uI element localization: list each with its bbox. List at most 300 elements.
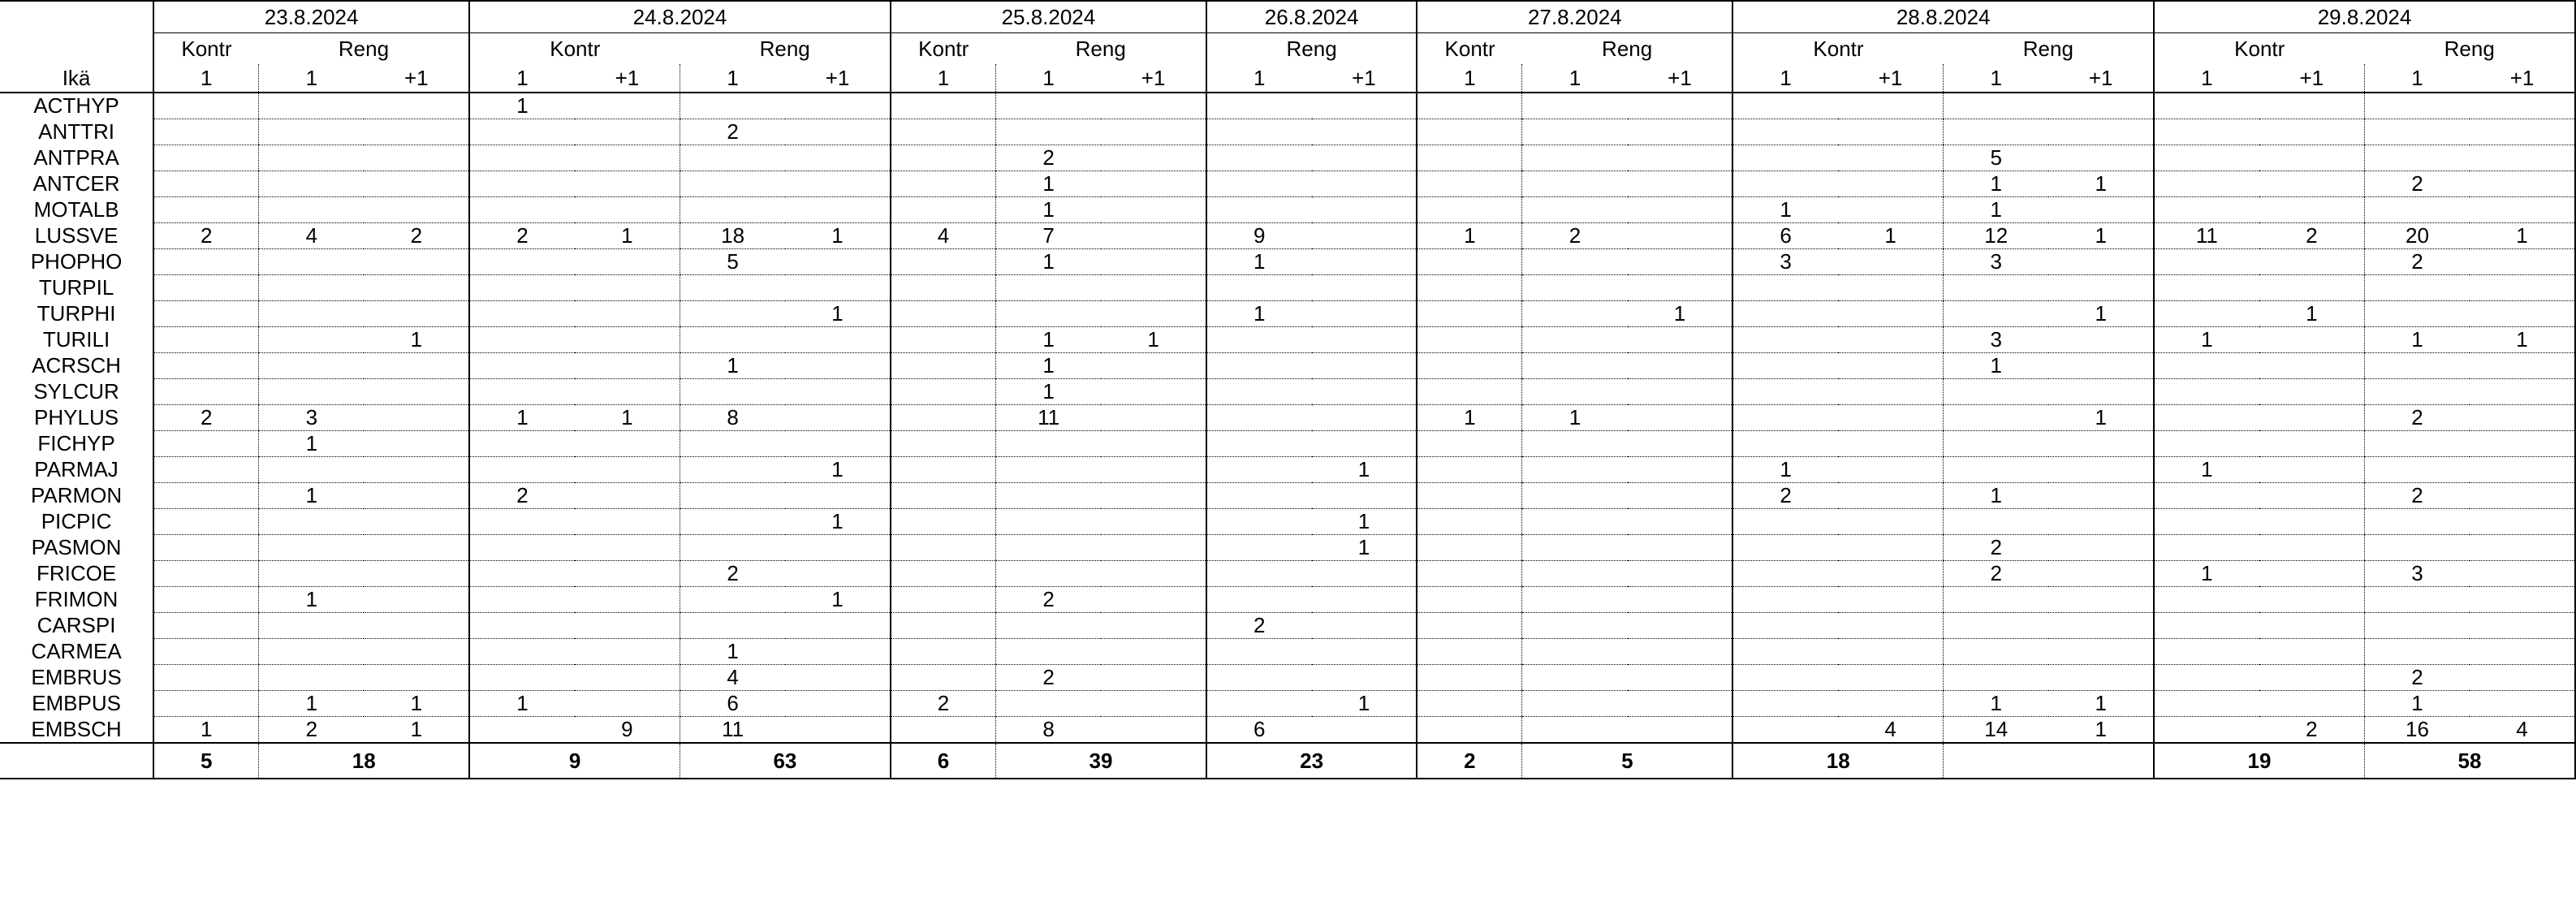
data-cell xyxy=(2259,639,2365,665)
data-cell: 1 xyxy=(469,405,575,431)
data-cell xyxy=(1838,171,1944,197)
age-header: 1 xyxy=(1417,64,1522,93)
data-cell xyxy=(1838,509,1944,535)
data-cell: 1 xyxy=(1101,327,1206,353)
data-cell xyxy=(785,197,891,223)
data-cell xyxy=(680,431,785,457)
data-cell xyxy=(2154,93,2259,119)
data-cell xyxy=(2259,197,2365,223)
species-label: ANTPRA xyxy=(33,145,119,170)
data-cell xyxy=(2259,431,2365,457)
data-cell: 6 xyxy=(1206,717,1312,744)
data-cell xyxy=(469,145,575,171)
data-cell xyxy=(891,509,996,535)
data-cell xyxy=(575,665,680,691)
species-label: TURPHI xyxy=(37,301,116,326)
data-cell: 1 xyxy=(2154,327,2259,353)
data-cell xyxy=(469,457,575,483)
data-cell xyxy=(2154,509,2259,535)
data-cell xyxy=(996,535,1102,561)
species-label: CARMEA xyxy=(31,639,122,663)
data-cell xyxy=(575,587,680,613)
data-cell xyxy=(1732,379,1838,405)
data-cell xyxy=(364,535,469,561)
data-cell: 1 xyxy=(1312,535,1417,561)
data-cell xyxy=(1101,379,1206,405)
data-cell xyxy=(364,171,469,197)
data-cell xyxy=(1101,431,1206,457)
data-cell xyxy=(1628,93,1733,119)
data-cell xyxy=(153,249,259,275)
total-cell: 58 xyxy=(2364,743,2575,779)
date-header: 28.8.2024 xyxy=(1732,1,2154,33)
data-cell xyxy=(1944,457,2049,483)
data-cell xyxy=(259,639,365,665)
data-cell xyxy=(2470,275,2575,301)
table-row xyxy=(0,561,2575,587)
data-cell: 1 xyxy=(680,353,785,379)
data-cell xyxy=(2364,639,2470,665)
species-label: PICPIC xyxy=(41,509,112,533)
data-cell xyxy=(153,119,259,145)
total-cell: 18 xyxy=(1732,743,1943,779)
data-cell xyxy=(1312,249,1417,275)
data-cell xyxy=(1732,561,1838,587)
data-cell xyxy=(1944,405,2049,431)
data-cell xyxy=(2154,665,2259,691)
table-row xyxy=(0,327,2575,353)
data-cell: 2 xyxy=(364,223,469,249)
data-cell xyxy=(1101,223,1206,249)
data-cell xyxy=(1417,249,1522,275)
data-cell xyxy=(259,665,365,691)
data-cell: 3 xyxy=(2364,561,2470,587)
data-cell xyxy=(1206,275,1312,301)
data-cell: 2 xyxy=(1732,483,1838,509)
species-label: PARMON xyxy=(30,483,123,507)
data-cell xyxy=(575,171,680,197)
data-cell xyxy=(1522,535,1628,561)
data-cell xyxy=(1417,275,1522,301)
species-label: FRICOE xyxy=(36,561,117,585)
data-cell xyxy=(680,379,785,405)
table-row xyxy=(0,171,2575,197)
data-cell xyxy=(469,275,575,301)
data-cell xyxy=(259,327,365,353)
data-cell xyxy=(1522,327,1628,353)
data-cell: 1 xyxy=(2364,327,2470,353)
date-header: 29.8.2024 xyxy=(2154,1,2575,33)
data-cell xyxy=(1417,561,1522,587)
table-row xyxy=(0,691,2575,717)
data-cell xyxy=(1312,717,1417,744)
data-cell xyxy=(1628,535,1733,561)
data-cell xyxy=(785,431,891,457)
data-cell xyxy=(680,145,785,171)
data-cell xyxy=(680,509,785,535)
data-cell: 1 xyxy=(2048,717,2154,744)
data-cell xyxy=(1101,613,1206,639)
data-cell xyxy=(2048,249,2154,275)
data-cell: 1 xyxy=(2048,301,2154,327)
data-cell xyxy=(1101,535,1206,561)
species-label: CARSPI xyxy=(37,613,116,637)
data-cell xyxy=(1732,93,1838,119)
data-cell xyxy=(575,249,680,275)
data-cell: 6 xyxy=(1732,223,1838,249)
data-cell xyxy=(2154,197,2259,223)
data-cell xyxy=(785,171,891,197)
data-cell: 1 xyxy=(1206,301,1312,327)
data-cell: 1 xyxy=(364,691,469,717)
date-header: 24.8.2024 xyxy=(469,1,891,33)
data-cell xyxy=(1206,483,1312,509)
data-cell xyxy=(680,327,785,353)
data-cell xyxy=(2470,379,2575,405)
data-cell xyxy=(1522,717,1628,744)
data-cell xyxy=(680,613,785,639)
data-cell xyxy=(1312,431,1417,457)
data-cell xyxy=(2364,379,2470,405)
data-cell xyxy=(996,561,1102,587)
data-cell: 1 xyxy=(2048,691,2154,717)
data-cell xyxy=(153,275,259,301)
data-cell xyxy=(1312,587,1417,613)
data-cell: 1 xyxy=(1732,457,1838,483)
data-cell xyxy=(2364,457,2470,483)
data-cell: 1 xyxy=(2048,171,2154,197)
data-cell xyxy=(1101,405,1206,431)
data-cell xyxy=(1522,691,1628,717)
data-cell xyxy=(680,93,785,119)
age-header: +1 xyxy=(1838,64,1944,93)
data-cell xyxy=(1417,691,1522,717)
data-cell xyxy=(1838,249,1944,275)
data-cell xyxy=(891,301,996,327)
data-cell xyxy=(1732,405,1838,431)
data-cell xyxy=(1732,327,1838,353)
data-cell: 1 xyxy=(2364,691,2470,717)
age-header: +1 xyxy=(1312,64,1417,93)
data-cell: 2 xyxy=(996,665,1102,691)
data-cell xyxy=(259,119,365,145)
table-row xyxy=(0,197,2575,223)
data-cell xyxy=(1206,431,1312,457)
data-cell xyxy=(2154,119,2259,145)
data-cell xyxy=(153,197,259,223)
data-cell xyxy=(680,587,785,613)
data-cell: 1 xyxy=(1944,691,2049,717)
data-cell xyxy=(2259,561,2365,587)
data-cell xyxy=(1732,665,1838,691)
data-cell xyxy=(153,535,259,561)
data-cell xyxy=(2364,197,2470,223)
data-cell xyxy=(364,587,469,613)
data-cell xyxy=(2259,509,2365,535)
data-cell xyxy=(680,301,785,327)
data-cell xyxy=(1417,509,1522,535)
data-cell: 1 xyxy=(1944,353,2049,379)
data-cell xyxy=(1522,197,1628,223)
data-cell xyxy=(153,613,259,639)
data-cell xyxy=(1206,171,1312,197)
data-cell xyxy=(469,249,575,275)
age-header-row xyxy=(0,64,2575,93)
data-cell xyxy=(2470,301,2575,327)
data-cell xyxy=(2259,535,2365,561)
data-cell xyxy=(891,717,996,744)
data-cell xyxy=(1838,587,1944,613)
data-cell xyxy=(891,93,996,119)
data-cell xyxy=(996,457,1102,483)
data-cell xyxy=(1417,431,1522,457)
data-cell xyxy=(2154,379,2259,405)
data-cell xyxy=(2470,119,2575,145)
data-cell: 1 xyxy=(1417,405,1522,431)
data-cell xyxy=(1944,587,2049,613)
data-cell xyxy=(1312,327,1417,353)
data-cell xyxy=(259,145,365,171)
data-cell xyxy=(1101,119,1206,145)
data-cell xyxy=(891,665,996,691)
data-cell: 2 xyxy=(259,717,365,744)
data-cell xyxy=(996,431,1102,457)
data-cell xyxy=(1732,275,1838,301)
data-cell: 2 xyxy=(680,119,785,145)
total-cell: 23 xyxy=(1206,743,1417,779)
data-cell xyxy=(785,119,891,145)
data-cell xyxy=(364,93,469,119)
data-cell xyxy=(1206,665,1312,691)
data-cell xyxy=(785,275,891,301)
data-cell xyxy=(259,509,365,535)
data-cell xyxy=(2259,327,2365,353)
data-cell xyxy=(1838,691,1944,717)
data-cell xyxy=(2259,93,2365,119)
totals-label-cell xyxy=(0,743,153,779)
data-cell xyxy=(1206,353,1312,379)
data-cell xyxy=(1838,327,1944,353)
data-cell xyxy=(1312,483,1417,509)
data-cell: 8 xyxy=(996,717,1102,744)
data-cell xyxy=(1628,691,1733,717)
data-cell xyxy=(469,639,575,665)
data-cell: 1 xyxy=(1312,457,1417,483)
data-cell: 1 xyxy=(1417,223,1522,249)
data-cell xyxy=(680,197,785,223)
data-cell: 9 xyxy=(575,717,680,744)
data-cell xyxy=(2154,171,2259,197)
data-cell: 1 xyxy=(785,509,891,535)
data-cell xyxy=(2364,535,2470,561)
data-cell: 1 xyxy=(259,691,365,717)
data-cell xyxy=(1944,639,2049,665)
data-cell xyxy=(1838,119,1944,145)
data-cell xyxy=(259,353,365,379)
data-cell xyxy=(1732,535,1838,561)
species-label: EMBPUS xyxy=(32,691,121,715)
data-cell: 1 xyxy=(996,379,1102,405)
data-cell: 1 xyxy=(1206,249,1312,275)
data-cell xyxy=(1522,171,1628,197)
data-cell xyxy=(1312,197,1417,223)
data-cell xyxy=(1522,613,1628,639)
data-cell xyxy=(2470,639,2575,665)
total-cell: 18 xyxy=(259,743,469,779)
data-cell: 2 xyxy=(469,483,575,509)
table-row xyxy=(0,93,2575,119)
species-label: TURPIL xyxy=(38,275,114,300)
data-cell: 1 xyxy=(153,717,259,744)
data-cell xyxy=(2154,639,2259,665)
table-row xyxy=(0,405,2575,431)
data-cell: 14 xyxy=(1944,717,2049,744)
data-cell xyxy=(364,197,469,223)
data-cell xyxy=(1417,353,1522,379)
data-cell xyxy=(153,509,259,535)
data-cell xyxy=(2470,457,2575,483)
data-cell xyxy=(1101,275,1206,301)
age-header: 1 xyxy=(2364,64,2470,93)
data-cell xyxy=(153,483,259,509)
table-row xyxy=(0,665,2575,691)
data-cell xyxy=(1732,353,1838,379)
data-cell xyxy=(2154,145,2259,171)
data-cell xyxy=(996,275,1102,301)
data-cell xyxy=(785,405,891,431)
data-cell: 1 xyxy=(2470,223,2575,249)
data-cell xyxy=(575,197,680,223)
data-cell xyxy=(1206,639,1312,665)
data-cell xyxy=(2048,353,2154,379)
data-cell xyxy=(2154,535,2259,561)
data-cell xyxy=(1944,119,2049,145)
data-cell xyxy=(1101,93,1206,119)
data-cell xyxy=(891,587,996,613)
data-cell: 2 xyxy=(2259,223,2365,249)
age-header: 1 xyxy=(153,64,259,93)
data-cell xyxy=(891,249,996,275)
data-cell xyxy=(364,353,469,379)
data-cell xyxy=(2259,483,2365,509)
data-cell xyxy=(2470,405,2575,431)
data-cell xyxy=(1838,405,1944,431)
data-cell: 11 xyxy=(680,717,785,744)
data-cell xyxy=(1628,223,1733,249)
data-cell xyxy=(1522,145,1628,171)
data-cell xyxy=(259,457,365,483)
data-cell: 2 xyxy=(2364,665,2470,691)
species-label: FRIMON xyxy=(34,587,119,611)
data-cell xyxy=(2259,691,2365,717)
table-row xyxy=(0,457,2575,483)
data-cell xyxy=(1628,561,1733,587)
data-cell xyxy=(1312,171,1417,197)
data-cell xyxy=(153,457,259,483)
data-cell: 6 xyxy=(680,691,785,717)
data-cell xyxy=(575,639,680,665)
data-cell xyxy=(891,405,996,431)
data-cell xyxy=(153,301,259,327)
data-cell xyxy=(1944,379,2049,405)
data-cell xyxy=(469,171,575,197)
data-cell xyxy=(680,535,785,561)
data-cell xyxy=(1101,171,1206,197)
group-header: Reng xyxy=(338,36,390,61)
data-cell: 1 xyxy=(996,327,1102,353)
data-cell xyxy=(2259,457,2365,483)
data-cell xyxy=(1206,93,1312,119)
data-cell: 2 xyxy=(153,405,259,431)
data-cell xyxy=(785,561,891,587)
data-cell xyxy=(1522,301,1628,327)
data-cell xyxy=(1312,301,1417,327)
group-header: Kontr xyxy=(891,33,996,65)
data-cell xyxy=(2259,145,2365,171)
data-cell xyxy=(364,379,469,405)
data-cell: 2 xyxy=(1944,535,2049,561)
group-header: Kontr xyxy=(1732,33,1943,65)
data-cell: 2 xyxy=(2364,483,2470,509)
table-row xyxy=(0,509,2575,535)
data-cell: 2 xyxy=(2364,171,2470,197)
data-cell xyxy=(1417,613,1522,639)
data-cell xyxy=(1732,717,1838,744)
age-header: +1 xyxy=(575,64,680,93)
data-cell xyxy=(1101,639,1206,665)
data-cell xyxy=(2154,691,2259,717)
total-cell: 63 xyxy=(680,743,890,779)
data-cell: 1 xyxy=(1944,171,2049,197)
table-row xyxy=(0,119,2575,145)
data-cell xyxy=(364,509,469,535)
data-cell: 2 xyxy=(153,223,259,249)
data-cell: 3 xyxy=(1732,249,1838,275)
data-cell xyxy=(153,171,259,197)
data-cell xyxy=(2048,457,2154,483)
species-label: PASMON xyxy=(31,535,122,559)
total-cell: 2 xyxy=(1417,743,1522,779)
data-cell xyxy=(259,197,365,223)
data-cell: 1 xyxy=(785,301,891,327)
data-cell: 1 xyxy=(996,197,1102,223)
data-cell xyxy=(1522,639,1628,665)
data-cell xyxy=(469,431,575,457)
data-cell xyxy=(1417,379,1522,405)
data-cell xyxy=(996,639,1102,665)
data-cell xyxy=(153,379,259,405)
data-cell: 1 xyxy=(259,483,365,509)
data-cell: 11 xyxy=(996,405,1102,431)
data-cell xyxy=(1944,509,2049,535)
data-cell xyxy=(469,197,575,223)
data-cell xyxy=(1628,457,1733,483)
table-row xyxy=(0,431,2575,457)
table-row xyxy=(0,639,2575,665)
data-cell xyxy=(1101,717,1206,744)
data-cell xyxy=(785,691,891,717)
data-cell xyxy=(153,639,259,665)
species-label: PHOPHO xyxy=(30,249,123,274)
data-cell xyxy=(785,639,891,665)
data-cell xyxy=(1838,535,1944,561)
data-cell xyxy=(1101,561,1206,587)
table-row xyxy=(0,483,2575,509)
data-cell xyxy=(2048,145,2154,171)
data-cell xyxy=(1522,457,1628,483)
data-cell xyxy=(1732,171,1838,197)
data-cell xyxy=(891,457,996,483)
